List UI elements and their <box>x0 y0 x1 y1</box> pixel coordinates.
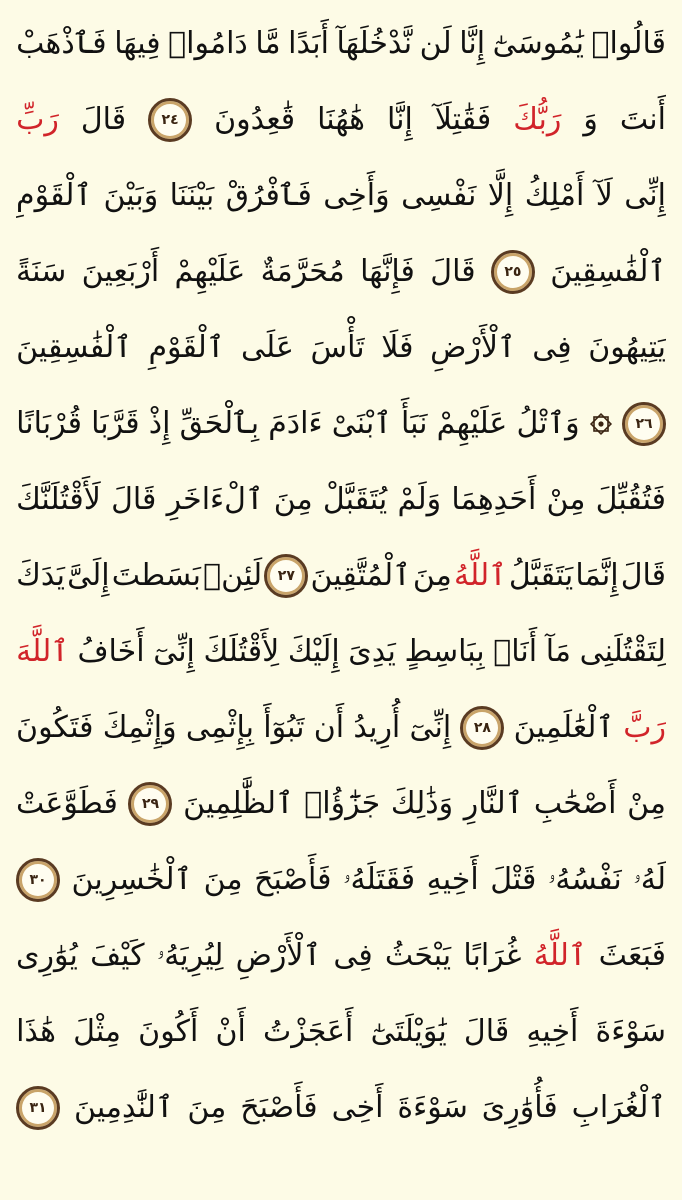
verse-word: وَلَمْ <box>397 482 442 517</box>
verse-line <box>16 239 666 305</box>
verse-word: قَرَّبَا <box>91 406 140 441</box>
verse-word: هَٰهُنَا <box>317 102 365 137</box>
verse-word: ٱلْقَوْمِ <box>148 330 225 365</box>
verse-word: إِنَّا <box>386 102 413 137</box>
divine-name-word: رَبَّ <box>623 710 666 745</box>
verse-word: سَوْءَةَ <box>595 1014 666 1049</box>
verse-word: فَٱذْهَبْ <box>16 26 107 61</box>
verse-word: إِلَىَّ <box>67 558 110 593</box>
verse-word: إِنَّا <box>459 26 486 61</box>
verse-word: فَطَوَّعَتْ <box>16 786 118 821</box>
ayah-number-marker: ٣١ <box>16 1086 60 1130</box>
verse-word: لِيُرِيَهُۥ <box>156 938 224 973</box>
verse-word: فَتُقُبِّلَ <box>595 482 666 517</box>
verse-word: إِنِّىٓ <box>153 634 195 669</box>
verse-word: ٱلظَّٰلِمِينَ <box>183 786 294 821</box>
verse-word: لَن <box>419 26 452 61</box>
verse-word: نَبَأَ <box>400 406 428 441</box>
divine-name-word: ٱللَّهُ <box>453 558 507 593</box>
verse-word: يَٰوَيْلَتَىٰٓ <box>370 1014 447 1049</box>
ayah-number-marker: ٢٩ <box>128 782 172 826</box>
verse-word: فَأَصْبَحَ <box>254 862 332 897</box>
verse-word: لَآ <box>595 178 613 213</box>
verse-word: قَتْلَ <box>490 862 537 897</box>
verse-word: وَذَٰلِكَ <box>390 786 454 821</box>
verse-word: أَنَا۠ <box>493 634 538 669</box>
verse-word: تَأْسَ <box>310 330 365 365</box>
verse-word: فَقَٰتِلَآ <box>434 102 492 137</box>
verse-word: ٱلْقَوْمِ <box>16 178 93 213</box>
verse-word: فِى <box>532 330 572 365</box>
verse-word: ٱلْخَٰسِرِينَ <box>71 862 193 897</box>
ayah-number-marker: ٢٤ <box>148 98 192 142</box>
verse-word: بِإِثْمِى <box>185 710 255 745</box>
verse-word: وَ <box>583 102 598 137</box>
verse-word: فَٱفْرُقْ <box>225 178 312 213</box>
verse-word: قُرْبَانًا <box>16 406 82 441</box>
verse-line <box>16 619 666 685</box>
verse-word: يُتَقَبَّلْ <box>322 482 388 517</box>
verse-word: إِنِّى <box>624 178 666 213</box>
verse-word: مَآ <box>545 634 571 669</box>
verse-word: مِنَ <box>203 862 243 897</box>
verse-word: إِنَّمَا <box>575 558 619 593</box>
verse-line <box>16 543 666 609</box>
verse-word: يُوَٰرِى <box>16 938 78 973</box>
verse-word: دَامُوا۟ <box>168 26 248 61</box>
verse-word: بِٱلْحَقِّ <box>179 406 260 441</box>
verse-word: يَتَقَبَّلُ <box>508 558 574 593</box>
rub-el-hizb-icon <box>589 412 613 436</box>
verse-word: فَلَا <box>381 330 414 365</box>
verse-word: بِبَاسِطٍ <box>404 634 485 669</box>
verse-word: هَٰذَا <box>16 1014 56 1049</box>
verse-word: كَيْفَ <box>90 938 145 973</box>
verse-word: فِى <box>333 938 373 973</box>
verse-word: قَالُوا۟ <box>591 26 666 61</box>
verse-word: ٱلْعَٰلَمِينَ <box>513 710 615 745</box>
verse-word: لَئِنۢ <box>203 558 263 593</box>
verse-word: أَحَدِهِمَا <box>451 482 537 517</box>
verse-word: عَلَيْهِمْ <box>174 254 246 289</box>
verse-word: سَنَةً <box>16 254 67 289</box>
verse-word: ٱلْءَاخَرِ <box>166 482 264 517</box>
verse-word: أَمْلِكُ <box>524 178 585 213</box>
verse-word: تَبُوٓأَ <box>263 710 305 745</box>
verse-word: أَنْ <box>215 1014 246 1049</box>
verse-word: ٱبْنَىْ <box>331 406 392 441</box>
verse-word: قَالَ <box>80 102 127 137</box>
verse-word: قَالَ <box>111 482 157 517</box>
verse-line <box>16 923 666 989</box>
verse-word: أَن <box>313 710 345 745</box>
verse-line <box>16 1075 666 1141</box>
verse-word: غُرَابًا <box>463 938 522 973</box>
verse-word: فَقَتَلَهُۥ <box>343 862 416 897</box>
verse-word: إِذْ <box>148 406 171 441</box>
verse-word: أَخَافُ <box>77 634 145 669</box>
verse-line <box>16 87 666 153</box>
verse-word: إِلَيْكَ <box>287 634 340 669</box>
verse-word: نَفْسُهُۥ <box>547 862 622 897</box>
verse-word: وَإِثْمِكَ <box>102 710 177 745</box>
verse-word: لَأَقْتُلَنَّكَ <box>16 482 101 517</box>
verse-word: مِنْ <box>546 482 586 517</box>
verse-word: أَخِى <box>331 1090 384 1125</box>
verse-word: مِثْلَ <box>73 1014 121 1049</box>
divine-name-word: رَبِّ <box>16 102 59 137</box>
verse-word: أَخِيهِ <box>426 862 479 897</box>
verse-word: فِيهَا <box>114 26 161 61</box>
verse-word: وَأَخِى <box>323 178 390 213</box>
verse-word: مِنَ <box>187 1090 227 1125</box>
verse-word: فَإِنَّهَا <box>360 254 415 289</box>
verse-word: ٱلنَّارِ <box>463 786 524 821</box>
verse-word: قَالَ <box>620 558 666 593</box>
verse-word: يَدَكَ <box>16 558 65 593</box>
verse-word: وَبَيْنَ <box>103 178 159 213</box>
verse-word: أَكُونَ <box>138 1014 199 1049</box>
verse-word: فَتَكُونَ <box>16 710 94 745</box>
verse-word: مِنَ <box>273 482 313 517</box>
verse-word: فَبَعَثَ <box>598 938 666 973</box>
verse-word: يَدِىَ <box>348 634 396 669</box>
verse-word: لَهُۥ <box>633 862 666 897</box>
verse-word: إِنِّىٓ <box>409 710 452 745</box>
verse-word: مُحَرَّمَةٌ <box>260 254 345 289</box>
verse-word: أَخِيهِ <box>526 1014 579 1049</box>
verse-word: عَلَى <box>241 330 294 365</box>
verse-line <box>16 695 666 761</box>
verse-word: بَسَطتَ <box>111 558 201 593</box>
verse-word: يَبْحَثُ <box>384 938 452 973</box>
verse-word: نَّدْخُلَهَآ <box>336 26 413 61</box>
verse-word: يَتِيهُونَ <box>588 330 666 365</box>
verse-word: ٱلْفَٰسِقِينَ <box>16 330 132 365</box>
verse-word: لِأَقْتُلَكَ <box>203 634 280 669</box>
verse-word: أَبَدًا <box>288 26 329 61</box>
divine-name-word: رَبُّكَ <box>513 102 562 137</box>
verse-word: عَلَيْهِمْ <box>436 406 508 441</box>
verse-word: مِنَ <box>412 558 452 593</box>
ayah-number-marker: ٢٧ <box>264 554 308 598</box>
verse-word: يَٰمُوسَىٰٓ <box>492 26 584 61</box>
verse-word: فَأَصْبَحَ <box>240 1090 318 1125</box>
verse-word: مِنْ <box>627 786 666 821</box>
verse-word: ٱلْأَرْضِ <box>235 938 322 973</box>
verse-word: قَالَ <box>463 1014 510 1049</box>
verse-word: ءَادَمَ <box>268 406 323 441</box>
verse-word: أَصْحَٰبِ <box>533 786 617 821</box>
verse-word: أَرْبَعِينَ <box>81 254 160 289</box>
verse-word: فَأُوَٰرِىَ <box>481 1090 558 1125</box>
verse-line <box>16 163 666 229</box>
ayah-number-marker: ٢٨ <box>460 706 504 750</box>
verse-word: ٱلْفَٰسِقِينَ <box>550 254 666 289</box>
verse-word: ٱلْمُتَّقِينَ <box>310 558 411 593</box>
ayah-number-marker: ٣٠ <box>16 858 60 902</box>
verse-word: مَّا <box>255 26 281 61</box>
verse-line <box>16 467 666 533</box>
verse-line <box>16 771 666 837</box>
verse-word: ٱلْغُرَابِ <box>571 1090 666 1125</box>
verse-line <box>16 315 666 381</box>
verse-word: أَعَجَزْتُ <box>263 1014 354 1049</box>
verse-line <box>16 999 666 1065</box>
verse-word: جَزَٰٓؤُا۟ <box>304 786 381 821</box>
verse-word: لِتَقْتُلَنِى <box>579 634 666 669</box>
verse-word: قَالَ <box>430 254 476 289</box>
divine-name-word: ٱللَّهُ <box>533 938 587 973</box>
divine-name-word: ٱللَّهَ <box>16 634 69 669</box>
verse-word: وَٱتْلُ <box>516 406 580 441</box>
ayah-number-marker: ٢٦ <box>622 402 666 446</box>
verse-line <box>16 11 666 77</box>
verse-word: إِلَّا <box>487 178 514 213</box>
verse-line <box>16 391 666 457</box>
verse-word: أُرِيدُ <box>353 710 401 745</box>
verse-line <box>16 847 666 913</box>
verse-word: نَفْسِى <box>401 178 477 213</box>
verse-word: ٱلْأَرْضِ <box>430 330 516 365</box>
verse-word: بَيْنَنَا <box>169 178 215 213</box>
verse-word: ٱلنَّٰدِمِينَ <box>73 1090 174 1125</box>
verse-word: قَٰعِدُونَ <box>214 102 296 137</box>
verse-word: أَنتَ <box>619 102 666 137</box>
ayah-number-marker: ٢٥ <box>491 250 535 294</box>
verse-word: سَوْءَةَ <box>397 1090 468 1125</box>
